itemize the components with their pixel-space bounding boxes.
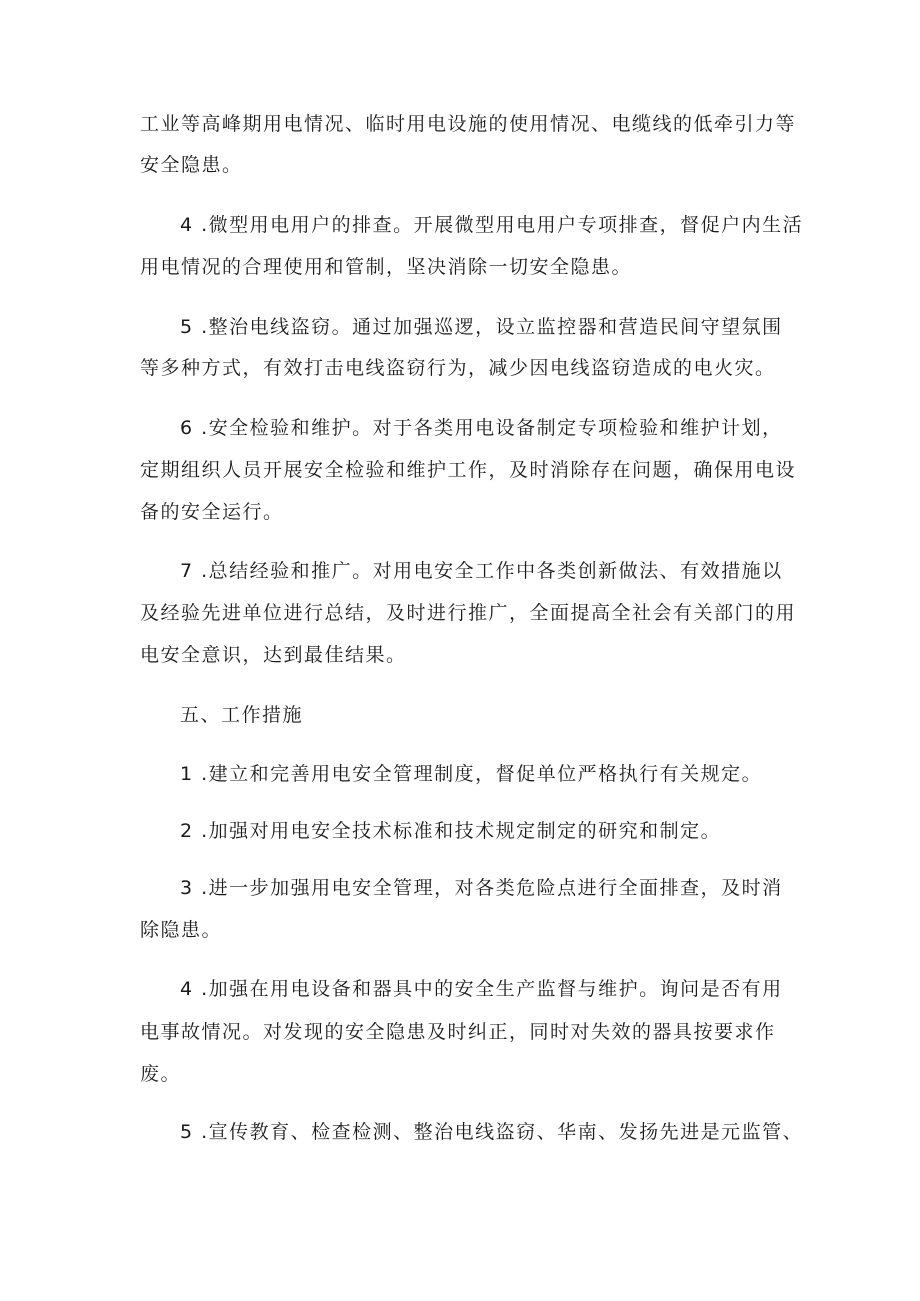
text-line: 电事故情况。对发现的安全隐患及时纠正，同时对失效的器具按要求作	[140, 1021, 776, 1043]
text-line: 用电情况的合理使用和管制，坚决消除一切安全隐患。	[140, 256, 633, 278]
text-line: 6 .安全检验和维护。对于各类用电设备制定专项检验和维护计划，	[180, 417, 783, 439]
text-line: 等多种方式，有效打击电线盗窃行为，减少因电线盗窃造成的电火灾。	[140, 357, 776, 379]
text-line: 及经验先进单位进行总结，及时进行推广，全面提高全社会有关部门的用	[140, 602, 797, 624]
text-line: 4 .加强在用电设备和器具中的安全生产监督与维护。询问是否有用	[180, 978, 783, 1000]
text-line: 2 .加强对用电安全技术标准和技术规定制定的研究和制定。	[180, 820, 722, 842]
text-line: 4 .微型用电用户的排查。开展微型用电用户专项排查，督促户内生活	[180, 214, 804, 236]
section-heading: 五、工作措施	[180, 704, 304, 726]
text-line: 3 .进一步加强用电安全管理，对各类危险点进行全面排查，及时消	[180, 877, 783, 899]
text-line: 安全隐患。	[140, 154, 243, 176]
text-line: 1 .建立和完善用电安全管理制度，督促单位严格执行有关规定。	[180, 763, 763, 785]
text-line: 电安全意识，达到最佳结果。	[140, 644, 407, 666]
text-line: 5 .宣传教育、检查检测、整治电线盗窃、华南、发扬先进是元监管、	[180, 1121, 804, 1143]
text-line: 工业等高峰期用电情况、临时用电设施的使用情况、电缆线的低牵引力等	[140, 113, 797, 135]
text-line: 5 .整治电线盗窃。通过加强巡逻，设立监控器和营造民间守望氛围	[180, 316, 783, 338]
text-line: 定期组织人员开展安全检验和维护工作，及时消除存在问题，确保用电设	[140, 459, 797, 481]
text-line: 废。	[140, 1063, 182, 1085]
text-line: 7 .总结经验和推广。对用电安全工作中各类创新做法、有效措施以	[180, 560, 783, 582]
text-line: 备的安全运行。	[140, 501, 284, 523]
text-line: 除隐患。	[140, 919, 223, 941]
